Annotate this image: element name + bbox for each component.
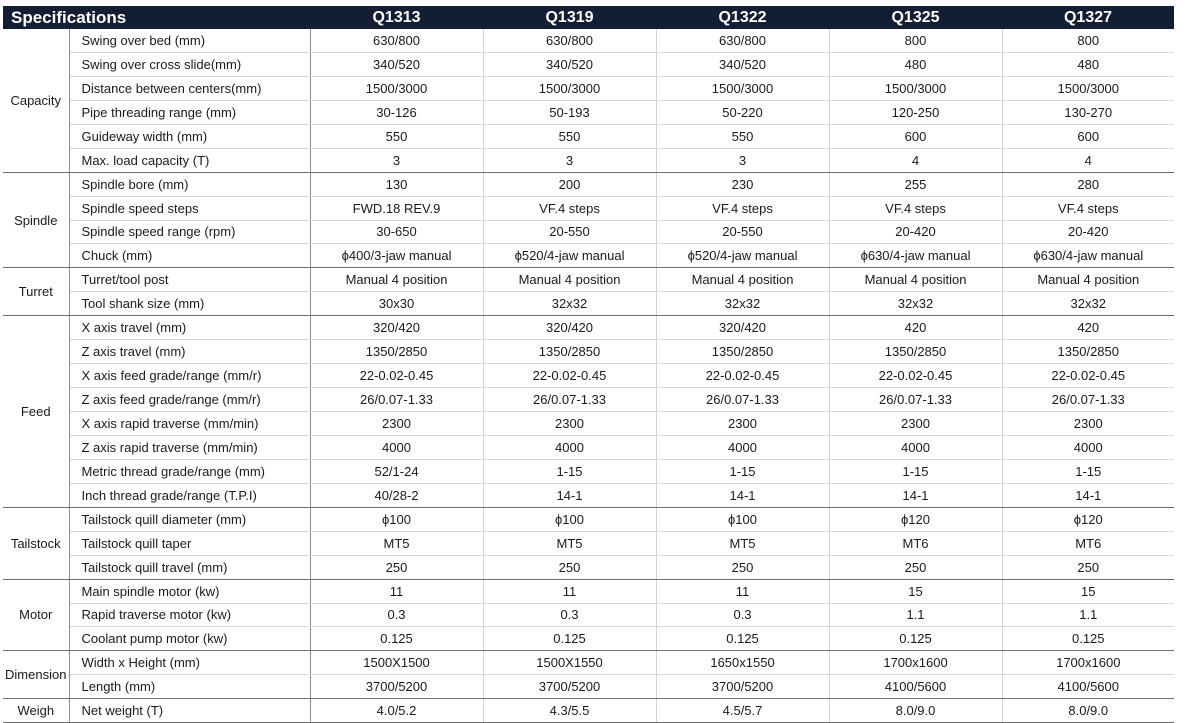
spec-row	[3, 220, 1174, 244]
value-cell: 1500X1550	[483, 651, 656, 675]
value-cell: 1-15	[1002, 459, 1174, 483]
value-cell: 0.3	[656, 603, 829, 627]
value-cell: 630/800	[310, 29, 483, 52]
value-cell: 600	[829, 124, 1002, 148]
parameter-label: Swing over cross slide(mm)	[69, 52, 310, 76]
parameter-label: Tool shank size (mm)	[69, 292, 310, 316]
spec-row	[3, 651, 1174, 675]
value-cell: 320/420	[483, 316, 656, 340]
value-cell: 3	[656, 148, 829, 172]
value-cell: 20-420	[1002, 220, 1174, 244]
spec-row	[3, 388, 1174, 412]
parameter-label: Width x Height (mm)	[69, 651, 310, 675]
value-cell: 280	[1002, 172, 1174, 196]
group-label: Tailstock	[3, 507, 69, 579]
value-cell: ϕ520/4-jaw manual	[483, 244, 656, 268]
value-cell: 14-1	[1002, 483, 1174, 507]
group-label: Weigh	[3, 699, 69, 723]
value-cell: 4000	[1002, 435, 1174, 459]
spec-row	[3, 699, 1174, 723]
value-cell: 480	[1002, 52, 1174, 76]
value-cell: 800	[1002, 29, 1174, 52]
value-cell: 4100/5600	[829, 675, 1002, 699]
value-cell: MT5	[310, 531, 483, 555]
spec-row	[3, 507, 1174, 531]
value-cell: 1650x1550	[656, 651, 829, 675]
value-cell: 0.3	[310, 603, 483, 627]
spec-row	[3, 100, 1174, 124]
value-cell: 15	[829, 579, 1002, 603]
model-header: Q1313	[310, 6, 483, 29]
value-cell: 120-250	[829, 100, 1002, 124]
value-cell: 1350/2850	[310, 340, 483, 364]
group-label: Feed	[3, 316, 69, 508]
value-cell: ϕ630/4-jaw manual	[829, 244, 1002, 268]
value-cell: 22-0.02-0.45	[310, 364, 483, 388]
value-cell: 4.5/5.7	[656, 699, 829, 723]
value-cell: 255	[829, 172, 1002, 196]
value-cell: ϕ100	[656, 507, 829, 531]
value-cell: 1500/3000	[829, 76, 1002, 100]
value-cell: 200	[483, 172, 656, 196]
value-cell: MT6	[1002, 531, 1174, 555]
spec-row	[3, 244, 1174, 268]
parameter-label: Metric thread grade/range (mm)	[69, 459, 310, 483]
parameter-label: Z axis rapid traverse (mm/min)	[69, 435, 310, 459]
parameter-label: X axis travel (mm)	[69, 316, 310, 340]
value-cell: 1350/2850	[483, 340, 656, 364]
spec-row	[3, 124, 1174, 148]
value-cell: 14-1	[656, 483, 829, 507]
value-cell: 4.0/5.2	[310, 699, 483, 723]
value-cell: Manual 4 position	[1002, 268, 1174, 292]
value-cell: 800	[829, 29, 1002, 52]
value-cell: Manual 4 position	[483, 268, 656, 292]
spec-row	[3, 675, 1174, 699]
value-cell: 0.125	[1002, 627, 1174, 651]
value-cell: 4.3/5.5	[483, 699, 656, 723]
spec-row	[3, 603, 1174, 627]
parameter-label: Tailstock quill diameter (mm)	[69, 507, 310, 531]
value-cell: VF.4 steps	[656, 196, 829, 220]
spec-row	[3, 531, 1174, 555]
spec-row	[3, 340, 1174, 364]
parameter-label: Chuck (mm)	[69, 244, 310, 268]
value-cell: 2300	[310, 412, 483, 436]
spec-row	[3, 76, 1174, 100]
spec-row	[3, 172, 1174, 196]
value-cell: 130-270	[1002, 100, 1174, 124]
value-cell: Manual 4 position	[310, 268, 483, 292]
value-cell: 11	[656, 579, 829, 603]
spec-row	[3, 435, 1174, 459]
parameter-label: Swing over bed (mm)	[69, 29, 310, 52]
value-cell: ϕ100	[310, 507, 483, 531]
value-cell: 3700/5200	[310, 675, 483, 699]
value-cell: 250	[1002, 555, 1174, 579]
parameter-label: Rapid traverse motor (kw)	[69, 603, 310, 627]
spec-row	[3, 196, 1174, 220]
parameter-label: Guideway width (mm)	[69, 124, 310, 148]
spec-row	[3, 29, 1174, 52]
value-cell: 26/0.07-1.33	[310, 388, 483, 412]
group-label: Capacity	[3, 29, 69, 172]
value-cell: 480	[829, 52, 1002, 76]
value-cell: 630/800	[656, 29, 829, 52]
value-cell: 2300	[656, 412, 829, 436]
value-cell: 3	[483, 148, 656, 172]
model-header: Q1322	[656, 6, 829, 29]
value-cell: ϕ400/3-jaw manual	[310, 244, 483, 268]
spec-row	[3, 364, 1174, 388]
value-cell: 22-0.02-0.45	[1002, 364, 1174, 388]
parameter-label: Net weight (T)	[69, 699, 310, 723]
value-cell: 0.3	[483, 603, 656, 627]
value-cell: 320/420	[656, 316, 829, 340]
value-cell: VF.4 steps	[483, 196, 656, 220]
value-cell: 4	[1002, 148, 1174, 172]
value-cell: 1-15	[483, 459, 656, 483]
value-cell: ϕ120	[829, 507, 1002, 531]
value-cell: 8.0/9.0	[1002, 699, 1174, 723]
value-cell: 420	[1002, 316, 1174, 340]
value-cell: 11	[483, 579, 656, 603]
value-cell: 1500/3000	[656, 76, 829, 100]
value-cell: 250	[310, 555, 483, 579]
value-cell: 550	[483, 124, 656, 148]
value-cell: Manual 4 position	[829, 268, 1002, 292]
group-label: Dimension	[3, 651, 69, 699]
value-cell: 4	[829, 148, 1002, 172]
value-cell: 1500X1500	[310, 651, 483, 675]
value-cell: 26/0.07-1.33	[1002, 388, 1174, 412]
parameter-label: Length (mm)	[69, 675, 310, 699]
value-cell: 0.125	[656, 627, 829, 651]
spec-row	[3, 268, 1174, 292]
model-header: Q1325	[829, 6, 1002, 29]
value-cell: 230	[656, 172, 829, 196]
value-cell: 250	[829, 555, 1002, 579]
value-cell: 32x32	[829, 292, 1002, 316]
value-cell: ϕ100	[483, 507, 656, 531]
specifications-body	[3, 29, 1174, 723]
value-cell: FWD.18 REV.9	[310, 196, 483, 220]
value-cell: 420	[829, 316, 1002, 340]
value-cell: 1-15	[656, 459, 829, 483]
value-cell: 340/520	[483, 52, 656, 76]
value-cell: 32x32	[483, 292, 656, 316]
value-cell: 50-193	[483, 100, 656, 124]
value-cell: 11	[310, 579, 483, 603]
value-cell: 22-0.02-0.45	[483, 364, 656, 388]
value-cell: 320/420	[310, 316, 483, 340]
parameter-label: Pipe threading range (mm)	[69, 100, 310, 124]
value-cell: 250	[656, 555, 829, 579]
value-cell: 50-220	[656, 100, 829, 124]
value-cell: 26/0.07-1.33	[483, 388, 656, 412]
value-cell: 340/520	[656, 52, 829, 76]
value-cell: 30-126	[310, 100, 483, 124]
value-cell: 15	[1002, 579, 1174, 603]
value-cell: 600	[1002, 124, 1174, 148]
value-cell: 1-15	[829, 459, 1002, 483]
group-label: Turret	[3, 268, 69, 316]
value-cell: 26/0.07-1.33	[829, 388, 1002, 412]
value-cell: 26/0.07-1.33	[656, 388, 829, 412]
value-cell: 1500/3000	[310, 76, 483, 100]
value-cell: 32x32	[1002, 292, 1174, 316]
value-cell: 2300	[1002, 412, 1174, 436]
spec-row	[3, 579, 1174, 603]
value-cell: MT6	[829, 531, 1002, 555]
spec-row	[3, 412, 1174, 436]
value-cell: VF.4 steps	[1002, 196, 1174, 220]
value-cell: 20-420	[829, 220, 1002, 244]
value-cell: 1350/2850	[656, 340, 829, 364]
value-cell: 22-0.02-0.45	[829, 364, 1002, 388]
value-cell: 0.125	[310, 627, 483, 651]
value-cell: 250	[483, 555, 656, 579]
value-cell: 2300	[483, 412, 656, 436]
parameter-label: Z axis travel (mm)	[69, 340, 310, 364]
parameter-label: Spindle bore (mm)	[69, 172, 310, 196]
value-cell: 550	[656, 124, 829, 148]
value-cell: 0.125	[483, 627, 656, 651]
value-cell: MT5	[656, 531, 829, 555]
value-cell: 340/520	[310, 52, 483, 76]
model-header: Q1319	[483, 6, 656, 29]
model-header: Q1327	[1002, 6, 1174, 29]
specifications-title: Specifications	[3, 6, 310, 29]
parameter-label: Turret/tool post	[69, 268, 310, 292]
parameter-label: Spindle speed range (rpm)	[69, 220, 310, 244]
value-cell: 22-0.02-0.45	[656, 364, 829, 388]
value-cell: 3700/5200	[656, 675, 829, 699]
header-row	[3, 6, 1174, 29]
value-cell: 130	[310, 172, 483, 196]
value-cell: 1500/3000	[483, 76, 656, 100]
value-cell: 1700x1600	[829, 651, 1002, 675]
value-cell: 4000	[483, 435, 656, 459]
spec-row	[3, 459, 1174, 483]
group-label: Motor	[3, 579, 69, 651]
parameter-label: Spindle speed steps	[69, 196, 310, 220]
parameter-label: Inch thread grade/range (T.P.I)	[69, 483, 310, 507]
value-cell: MT5	[483, 531, 656, 555]
value-cell: 30x30	[310, 292, 483, 316]
value-cell: ϕ120	[1002, 507, 1174, 531]
value-cell: 1.1	[1002, 603, 1174, 627]
parameter-label: Main spindle motor (kw)	[69, 579, 310, 603]
value-cell: 4000	[656, 435, 829, 459]
value-cell: 1700x1600	[1002, 651, 1174, 675]
specifications-table	[3, 6, 1174, 723]
value-cell: VF.4 steps	[829, 196, 1002, 220]
spec-row	[3, 292, 1174, 316]
value-cell: ϕ520/4-jaw manual	[656, 244, 829, 268]
value-cell: 14-1	[483, 483, 656, 507]
parameter-label: X axis rapid traverse (mm/min)	[69, 412, 310, 436]
value-cell: 2300	[829, 412, 1002, 436]
parameter-label: Tailstock quill travel (mm)	[69, 555, 310, 579]
value-cell: 14-1	[829, 483, 1002, 507]
value-cell: 3700/5200	[483, 675, 656, 699]
parameter-label: Tailstock quill taper	[69, 531, 310, 555]
value-cell: 4100/5600	[1002, 675, 1174, 699]
value-cell: 20-550	[483, 220, 656, 244]
value-cell: 4000	[310, 435, 483, 459]
value-cell: 550	[310, 124, 483, 148]
value-cell: 1350/2850	[829, 340, 1002, 364]
value-cell: 1350/2850	[1002, 340, 1174, 364]
value-cell: 4000	[829, 435, 1002, 459]
value-cell: 3	[310, 148, 483, 172]
spec-row	[3, 627, 1174, 651]
spec-row	[3, 555, 1174, 579]
parameter-label: Max. load capacity (T)	[69, 148, 310, 172]
value-cell: 32x32	[656, 292, 829, 316]
value-cell: 1.1	[829, 603, 1002, 627]
parameter-label: Z axis feed grade/range (mm/r)	[69, 388, 310, 412]
spec-row	[3, 148, 1174, 172]
value-cell: 0.125	[829, 627, 1002, 651]
parameter-label: Distance between centers(mm)	[69, 76, 310, 100]
parameter-label: X axis feed grade/range (mm/r)	[69, 364, 310, 388]
group-label: Spindle	[3, 172, 69, 268]
value-cell: Manual 4 position	[656, 268, 829, 292]
value-cell: ϕ630/4-jaw manual	[1002, 244, 1174, 268]
value-cell: 1500/3000	[1002, 76, 1174, 100]
value-cell: 40/28-2	[310, 483, 483, 507]
value-cell: 8.0/9.0	[829, 699, 1002, 723]
value-cell: 630/800	[483, 29, 656, 52]
spec-row	[3, 483, 1174, 507]
spec-row	[3, 52, 1174, 76]
parameter-label: Coolant pump motor (kw)	[69, 627, 310, 651]
spec-row	[3, 316, 1174, 340]
value-cell: 30-650	[310, 220, 483, 244]
value-cell: 20-550	[656, 220, 829, 244]
value-cell: 52/1-24	[310, 459, 483, 483]
